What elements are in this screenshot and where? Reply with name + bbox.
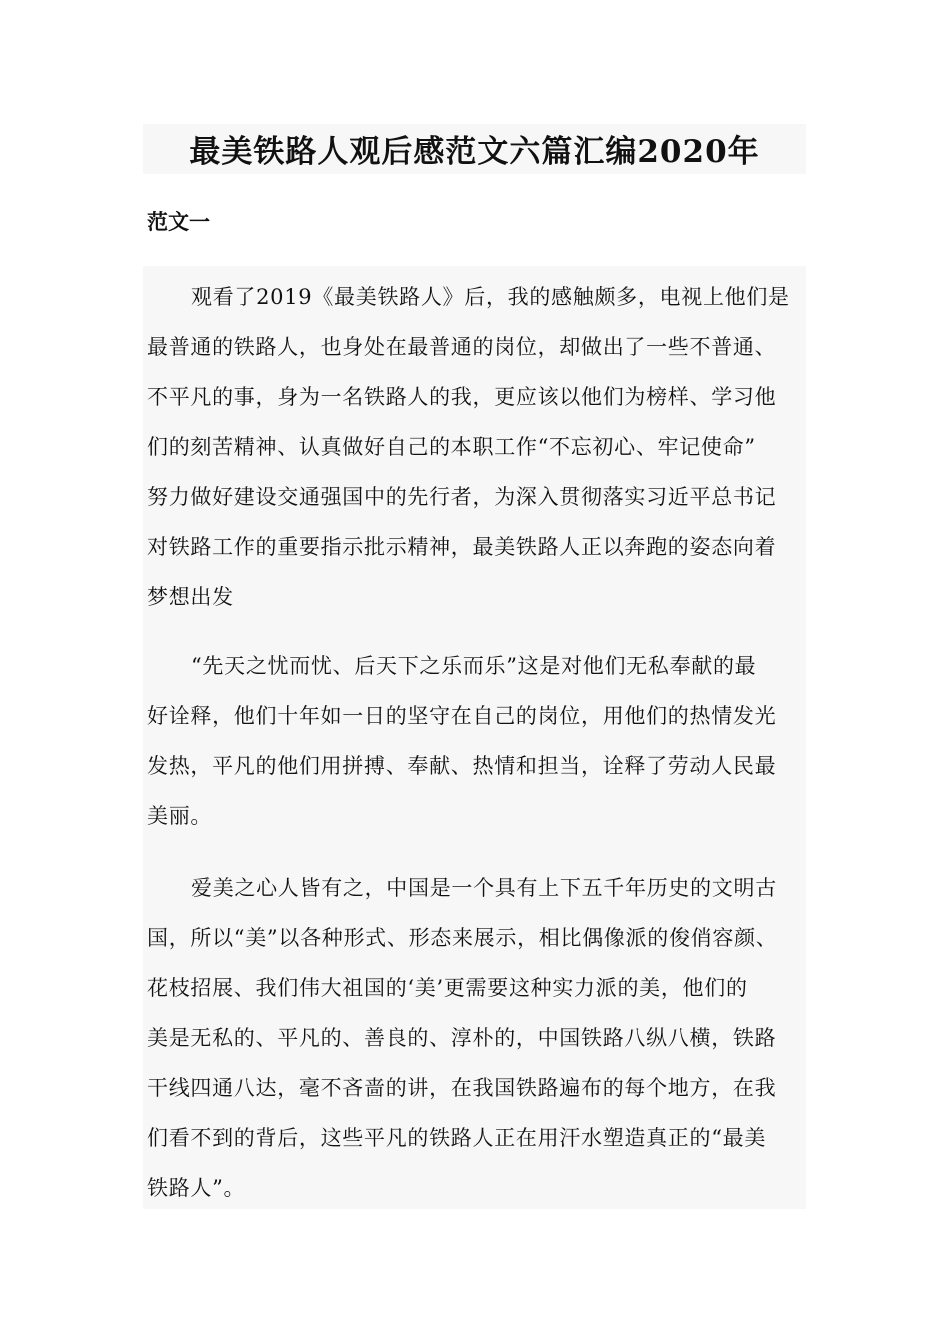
paragraph-line: 梦想出发 — [147, 585, 234, 609]
paragraph-line: 们看不到的背后，这些平凡的铁路人正在用汗水塑造真正的“最美 — [147, 1126, 767, 1150]
paragraph-line: 们的刻苦精神、认真做好自己的本职工作“不忘初心、牢记使命” — [147, 435, 756, 459]
paragraph-line: 美是无私的、平凡的、善良的、淳朴的，中国铁路八纵八横，铁路 — [147, 1026, 777, 1050]
paragraph-1 — [147, 272, 807, 622]
paragraph-3 — [147, 863, 807, 1213]
paragraph-line: 最普通的铁路人，也身处在最普通的岗位，却做出了一些不普通、 — [147, 335, 777, 359]
paragraph-line: 观看了2019《最美铁路人》后，我的感触颇多，电视上他们是 — [191, 285, 790, 309]
paragraph-line: “先天之忧而忧、后天下之乐而乐”这是对他们无私奉献的最 — [191, 654, 757, 678]
document-title: 最美铁路人观后感范文六篇汇编2020年 — [189, 134, 760, 170]
paragraph-line: 发热，平凡的他们用拼搏、奉献、热情和担当，诠释了劳动人民最 — [147, 754, 777, 778]
paragraph-line: 铁路人”。 — [147, 1176, 246, 1200]
paragraph-line: 国，所以“美”以各种形式、形态来展示，相比偶像派的俊俏容颜、 — [147, 926, 778, 950]
section-heading: 范文一 — [147, 209, 210, 234]
paragraph-2 — [147, 641, 807, 841]
paragraph-line: 花枝招展、我们伟大祖国的‘美’更需要这种实力派的美，他们的 — [147, 976, 748, 1000]
paragraph-line: 干线四通八达，毫不吝啬的讲，在我国铁路遍布的每个地方，在我 — [147, 1076, 777, 1100]
paragraph-line: 不平凡的事，身为一名铁路人的我，更应该以他们为榜样、学习他 — [147, 385, 777, 409]
paragraph-line: 好诠释，他们十年如一日的坚守在自己的岗位，用他们的热情发光 — [147, 704, 777, 728]
paragraph-line: 努力做好建设交通强国中的先行者，为深入贯彻落实习近平总书记 — [147, 485, 777, 509]
paragraph-line: 爱美之心人皆有之，中国是一个具有上下五千年历史的文明古 — [191, 876, 777, 900]
paragraph-line: 美丽。 — [147, 804, 213, 828]
paragraph-line: 对铁路工作的重要指示批示精神，最美铁路人正以奔跑的姿态向着 — [147, 535, 777, 559]
